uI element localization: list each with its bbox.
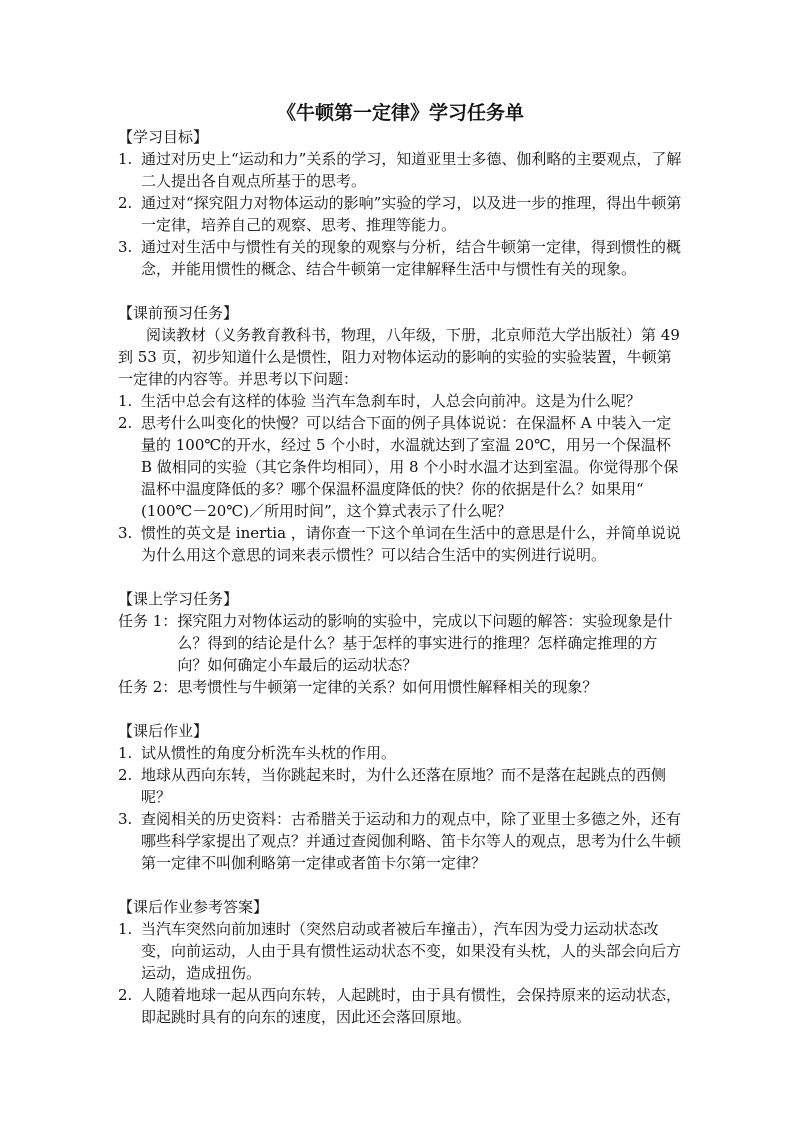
- item-number: 1.: [118, 392, 133, 410]
- item-text: 生活中总会有这样的体验 当汽车急刹车时，人总会向前冲。这是为什么呢？: [141, 392, 641, 410]
- item-text: 惯性的英文是 inertia ，请你查一下这个单词在生活中的意思是什么，并简单说说为什么用这个意思的词来表示惯性？可以结合生活中的实例进行说明。: [141, 524, 681, 564]
- inclass-task: [118, 610, 683, 676]
- item-number: 3.: [118, 238, 133, 256]
- preview-intro: 阅读教材（义务教育教科书，物理，八年级，下册，北京师范大学出版社）第 49 到 53 页，初步知道什么是惯性，阻力对物体运动的影响的实验的实验装置，牛顿第一定律的内容等。并思考以下问题：: [118, 326, 680, 388]
- objective-item: [118, 192, 683, 236]
- section-spacer: [118, 280, 683, 302]
- section-spacer: [118, 566, 683, 588]
- item-number: 2.: [118, 766, 133, 784]
- task-label: 任务 2：: [118, 678, 178, 696]
- answer-item: [118, 984, 683, 1028]
- objectives-heading: 【学习目标】: [118, 128, 209, 146]
- item-number: 3.: [118, 810, 133, 828]
- preview-question: [118, 390, 683, 412]
- homework-heading: 【课后作业】: [118, 722, 209, 740]
- objective-item: [118, 148, 683, 192]
- item-text: 通过对“探究阻力对物体运动的影响”实验的学习，以及进一步的推理，得出牛顿第一定律，培养自己的观察、思考、推理等能力。: [141, 194, 682, 234]
- answer-item: [118, 918, 683, 984]
- item-number: 1.: [118, 150, 133, 168]
- item-text: 查阅相关的历史资料：古希腊关于运动和力的观点中，除了亚里士多德之外，还有哪些科学家提出了观点？并通过查阅伽利略、笛卡尔等人的观点，思考为什么牛顿第一定律不叫伽利略第一定律或者笛卡尔第一定律？: [141, 810, 682, 872]
- inclass-task: [118, 676, 683, 698]
- task-label: 任务 1：: [118, 612, 178, 630]
- item-number: 2.: [118, 194, 133, 212]
- item-text: 地球从西向东转，当你跳起来时，为什么还落在原地？而不是落在起跳点的西侧呢？: [141, 766, 667, 806]
- section-spacer: [118, 874, 683, 896]
- answers-heading: 【课后作业参考答案】: [118, 898, 269, 916]
- section-spacer: [118, 698, 683, 720]
- item-text: 思考什么叫变化的快慢？可以结合下面的例子具体说说：在保温杯 A 中装入一定量的 100℃的开水，经过 5 个小时，水温就达到了室温 20℃，用另一个保温杯 B 做相同的实验（其它条件均相同），用 8 个小时水温才达到室温。你觉得那个保温杯中温度降低的多？哪个保温杯温度降低的快？你的依据是什么？如果用“ (100℃－20℃)／所用时间”，这个算式表示了什么呢？: [141, 414, 679, 520]
- preview-question: [118, 412, 683, 522]
- task-text: 探究阻力对物体运动的影响的实验中，完成以下问题的解答：实验现象是什么？得到的结论是什么？基于怎样的事实进行的推理？怎样确定推理的方向？如何确定小车最后的运动状态？: [177, 612, 673, 674]
- document-title: 《牛顿第一定律》学习任务单: [276, 102, 524, 124]
- inclass-heading: 【课上学习任务】: [118, 590, 239, 608]
- homework-item: [118, 742, 683, 764]
- item-text: 试从惯性的角度分析洗车头枕的作用。: [141, 744, 397, 762]
- item-text: 通过对生活中与惯性有关的现象的观察与分析，结合牛顿第一定律，得到惯性的概念，并能用惯性的概念、结合牛顿第一定律解释生活中与惯性有关的现象。: [141, 238, 682, 278]
- preview-question: [118, 522, 683, 566]
- objective-item: [118, 236, 683, 280]
- task-text: 思考惯性与牛顿第一定律的关系？如何用惯性解释相关的现象？: [177, 678, 598, 696]
- item-number: 1.: [118, 744, 133, 762]
- homework-item: [118, 764, 683, 808]
- preview-heading: 【课前预习任务】: [118, 304, 239, 322]
- item-text: 人随着地球一起从西向东转，人起跳时，由于具有惯性，会保持原来的运动状态，即起跳时具有的向东的速度，因此还会落回原地。: [141, 986, 682, 1026]
- item-number: 2.: [118, 986, 133, 1004]
- item-text: 通过对历史上“运动和力”关系的学习，知道亚里士多德、伽利略的主要观点，了解二人提出各自观点所基于的思考。: [141, 150, 682, 190]
- item-text: 当汽车突然向前加速时（突然启动或者被后车撞击），汽车因为受力运动状态改变，向前运动，人由于具有惯性运动状态不变，如果没有头枕，人的头部会向后方运动，造成扭伤。: [141, 920, 682, 982]
- homework-item: [118, 808, 683, 874]
- item-number: 3.: [118, 524, 133, 542]
- item-number: 2.: [118, 414, 133, 432]
- item-number: 1.: [118, 920, 133, 938]
- document-page: [118, 96, 683, 1028]
